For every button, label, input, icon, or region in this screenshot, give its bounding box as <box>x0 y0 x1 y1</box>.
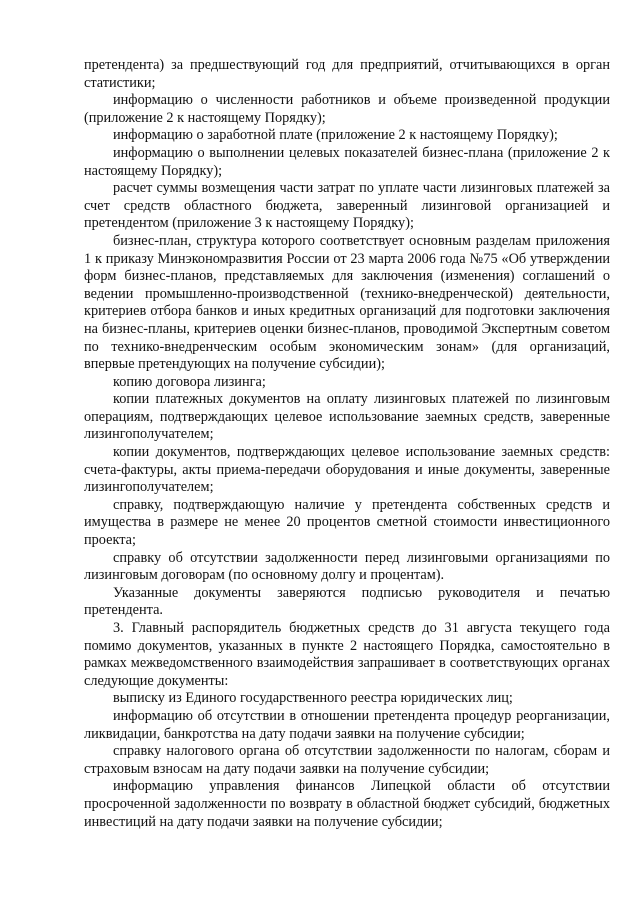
paragraph: информацию управления финансов Липецкой области об отсутствии просроченной задолженности по возврату в областной бюджет субсидий, бюджетных инвестиций на дату подачи заявки на получение субсидии; <box>84 778 610 830</box>
paragraph: бизнес-план, структура которого соответствует основным разделам приложения 1 к приказу Минэкономразвития России от 23 марта 2006 года №75 «Об утверждении форм бизнес-планов, представляемых для заключения (изменения) соглашений о ведении промышленно-производственной (технико-внедренческой) деятельности, критериев отбора банков и иных кредитных организаций для подготовки заключения на бизнес-планы, критериев оценки бизнес-планов, проводимой Экспертным советом по технико-внедренческим особым экономическим зонам» (для организаций, впервые претендующих на получение субсидии); <box>84 232 610 373</box>
paragraph: информацию о заработной плате (приложение 2 к настоящему Порядку); <box>113 127 558 144</box>
document-page <box>84 57 610 831</box>
paragraph: 3. Главный распорядитель бюджетных средств до 31 августа текущего года помимо документов, указанных в пункте 2 настоящего Порядка, самостоятельно в рамках межведомственного взаимодействия запрашивает в соответствующих органах следующие документы: <box>84 620 610 689</box>
paragraph: копии документов, подтверждающих целевое использование заемных средств: счета-фактуры, акты приема-передачи оборудования и иные документы, заверенные лизингополучателем; <box>84 444 610 496</box>
paragraph: информацию о численности работников и объеме произведенной продукции (приложение 2 к настоящему Порядку); <box>84 92 610 126</box>
paragraph: информацию об отсутствии в отношении претендента процедур реорганизации, ликвидации, банкротства на дату подачи заявки на получение субсидии; <box>84 707 610 742</box>
paragraph: справку, подтверждающую наличие у претендента собственных средств и имущества в размере не менее 20 процентов сметной стоимости инвестиционного проекта; <box>84 496 610 549</box>
paragraph: справку об отсутствии задолженности перед лизинговыми организациями по лизинговым договорам (по основному долгу и процентам). <box>84 549 610 584</box>
paragraph: информацию о выполнении целевых показателей бизнес-плана (приложение 2 к настоящему Порядку); <box>84 144 610 179</box>
paragraph: претендента) за предшествующий год для предприятий, отчитывающихся в орган статистики; <box>84 57 610 91</box>
paragraph: Указанные документы заверяются подписью руководителя и печатью претендента. <box>84 584 610 619</box>
paragraph: копию договора лизинга; <box>113 373 266 390</box>
paragraph: копии платежных документов на оплату лизинговых платежей по лизинговым операциям, подтверждающих целевое использование заемных средств, заверенные лизингополучателем; <box>84 391 610 443</box>
paragraph: справку налогового органа об отсутствии задолженности по налогам, сборам и страховым взносам на дату подачи заявки на получение субсидии; <box>84 743 610 777</box>
paragraph: расчет суммы возмещения части затрат по уплате части лизинговых платежей за счет средств областного бюджета, заверенный лизинговой организацией и претендентом (приложение 3 к настоящему Порядку); <box>84 180 610 232</box>
paragraph: выписку из Единого государственного реестра юридических лиц; <box>113 690 513 707</box>
